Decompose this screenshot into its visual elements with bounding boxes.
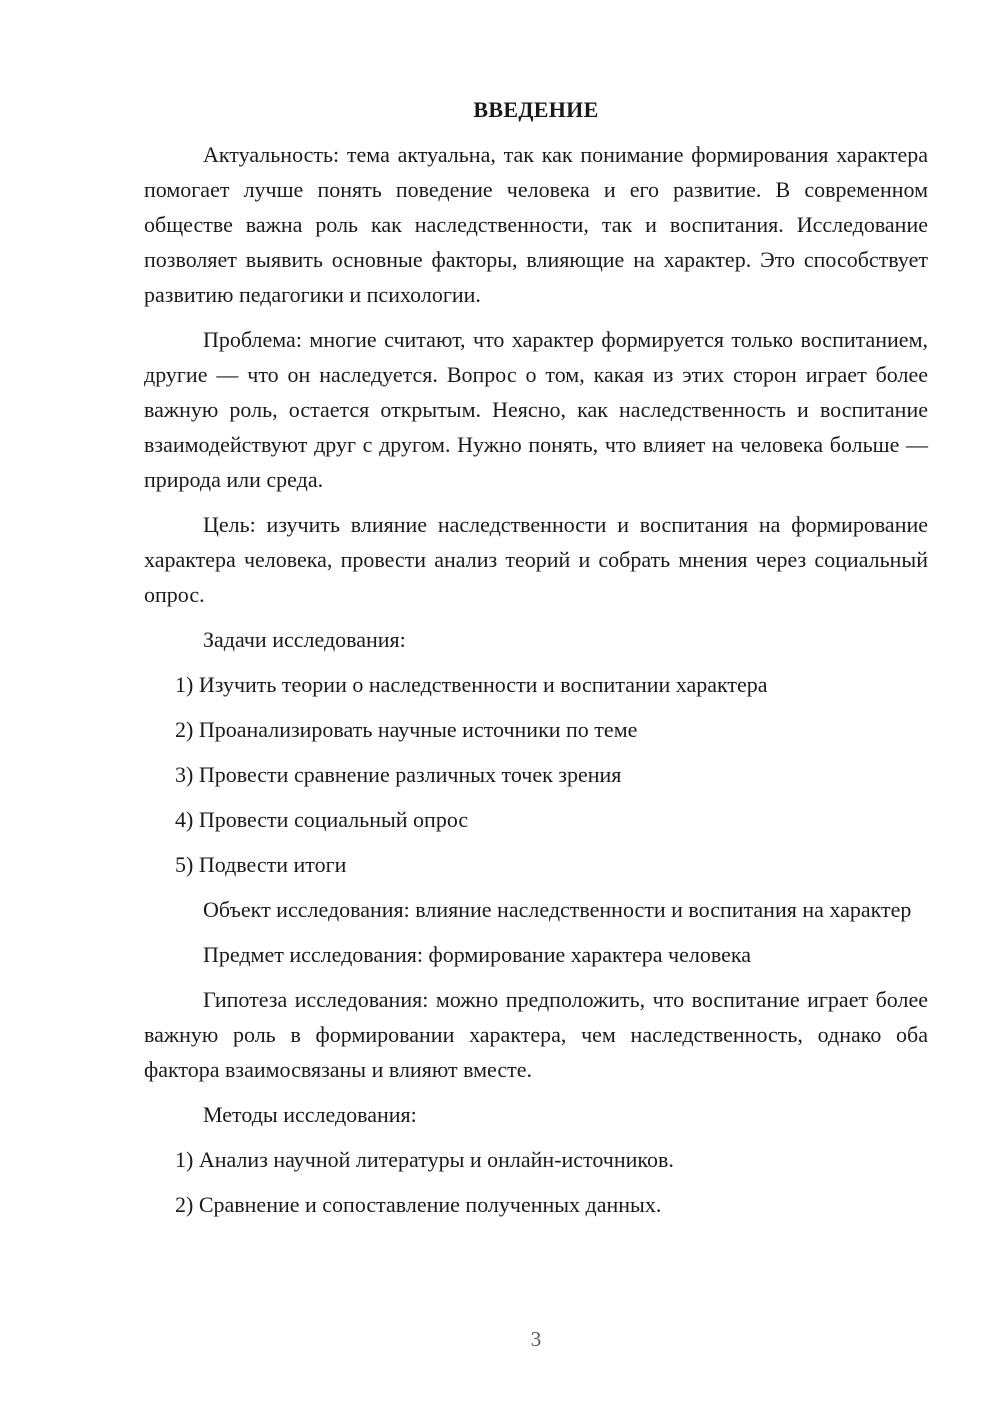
paragraph-relevance: Актуальность: тема актуальна, так как понимание формирования характера помогает лучше понять поведение человека и его развитие. В современном обществе важна роль как наследственности, так и воспитания. Исследование позволяет выявить основные факторы, влияющие на характер. Это способствует развитию педагогики и психологии. bbox=[144, 142, 928, 307]
task-item-5: 5) Подвести итоги bbox=[175, 852, 347, 877]
method-item-2: 2) Сравнение и сопоставление полученных данных. bbox=[175, 1192, 662, 1217]
task-item-3: 3) Провести сравнение различных точек зрения bbox=[175, 762, 622, 787]
tasks-heading: Задачи исследования: bbox=[203, 627, 406, 652]
paragraph-object: Объект исследования: влияние наследственности и воспитания на характер bbox=[203, 897, 912, 922]
paragraph-subject: Предмет исследования: формирование характера человека bbox=[203, 942, 751, 967]
page-number: 3 bbox=[530, 1327, 542, 1351]
method-item-1: 1) Анализ научной литературы и онлайн-источников. bbox=[175, 1147, 674, 1172]
task-item-1: 1) Изучить теории о наследственности и воспитании характера bbox=[175, 672, 768, 697]
task-item-2: 2) Проанализировать научные источники по теме bbox=[175, 717, 638, 742]
task-item-4: 4) Провести социальный опрос bbox=[175, 807, 469, 832]
paragraph-hypothesis: Гипотеза исследования: можно предположить, что воспитание играет более важную роль в формировании характера, чем наследственность, однако оба фактора взаимосвязаны и влияют вместе. bbox=[144, 987, 928, 1082]
section-title: ВВЕДЕНИЕ bbox=[473, 97, 599, 122]
methods-heading: Методы исследования: bbox=[203, 1102, 417, 1127]
document-page bbox=[144, 92, 928, 1232]
paragraph-problem: Проблема: многие считают, что характер формируется только воспитанием, другие — что он наследуется. Вопрос о том, какая из этих сторон играет более важную роль, остается открытым. Неясно, как наследственность и воспитание взаимодействуют друг с другом. Нужно понять, что влияет на человека больше — природа или среда. bbox=[144, 327, 928, 492]
paragraph-goal: Цель: изучить влияние наследственности и воспитания на формирование характера человека, провести анализ теорий и собрать мнения через социальный опрос. bbox=[144, 512, 928, 607]
